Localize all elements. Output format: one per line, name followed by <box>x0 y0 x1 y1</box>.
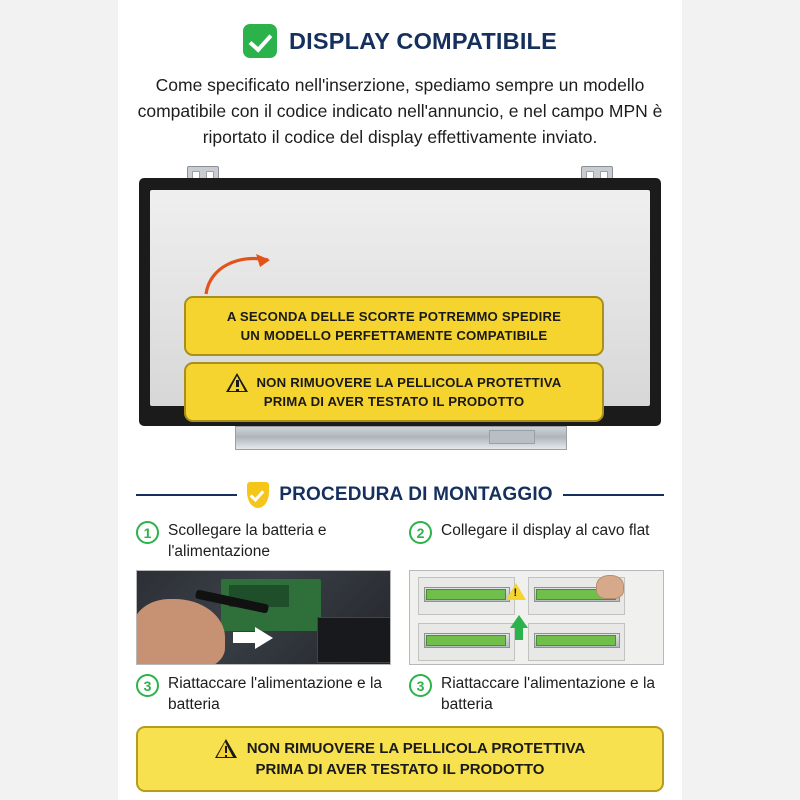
panel-screen <box>150 190 650 409</box>
procedure-heading <box>136 482 664 508</box>
white-arrow-tail <box>233 632 257 643</box>
compatibility-banner-line2: UN MODELLO PERFETTAMENTE COMPATIBILE <box>240 328 548 343</box>
compatibility-banner-line1: A SECONDA DELLE SCORTE POTREMMO SPEDIRE <box>226 309 562 324</box>
step-3-label <box>136 673 391 715</box>
footer-warning-banner <box>136 726 664 792</box>
step-2-text: Collegare il display al cavo flat <box>441 522 650 539</box>
warning-triangle-icon <box>215 739 237 758</box>
step-1-number: 1 <box>136 521 159 544</box>
fingertip-shape <box>596 575 624 599</box>
step-2-photo <box>409 570 664 665</box>
green-check-icon <box>243 24 277 58</box>
footer-warning-line1: NON RIMUOVERE LA PELLICOLA PROTETTIVA <box>246 740 586 757</box>
flat-connector-a-contacts <box>426 589 506 600</box>
step-2-number: 2 <box>409 521 432 544</box>
procedure-steps <box>136 520 664 715</box>
display-panel-illustration <box>139 166 661 466</box>
film-warning-line1: NON RIMUOVERE LA PELLICOLA PROTETTIVA <box>256 375 562 390</box>
film-warning-banner <box>184 362 604 422</box>
lead-paragraph: Come specificato nell'inserzione, spediamo sempre un modello compatibile con il codice indicato nell'annuncio, e nel campo MPN è riportato il codice del display effettivamente inviato. <box>137 75 663 147</box>
step-3-text: Riattaccare l'alimentazione e la batteria <box>168 675 383 713</box>
step-1-photo <box>136 570 391 665</box>
curved-arrow-icon <box>200 248 280 298</box>
warning-triangle-icon <box>226 373 248 392</box>
procedure-title: PROCEDURA DI MONTAGGIO <box>279 484 553 505</box>
hand-shape <box>136 599 225 665</box>
step-1-label <box>136 520 391 562</box>
step-4-label <box>409 673 664 715</box>
shield-check-icon <box>247 482 269 508</box>
step-4-text: Riattaccare l'alimentazione e la batteria <box>441 675 656 713</box>
green-arrow-tail <box>515 627 523 640</box>
step-2-label <box>409 520 664 562</box>
heading-rule-right <box>563 494 664 496</box>
panel-bezel <box>139 178 661 426</box>
step-1-text: Scollegare la batteria e l'alimentazione <box>168 522 327 560</box>
flat-connector-c-contacts <box>426 635 506 646</box>
green-up-arrow-icon <box>510 615 528 628</box>
step-3-number: 3 <box>136 674 159 697</box>
compatibility-banner <box>184 296 604 356</box>
right-gutter <box>682 0 800 800</box>
step-4-number: 3 <box>409 674 432 697</box>
panel-foil-tab <box>489 430 535 444</box>
page-title: DISPLAY COMPATIBILE <box>289 27 557 54</box>
white-arrow-icon <box>255 627 273 649</box>
heading-rule-left <box>136 494 237 496</box>
flat-connector-d-contacts <box>536 635 616 646</box>
header <box>118 24 682 58</box>
footer-warning-line2: PRIMA DI AVER TESTATO IL PRODOTTO <box>255 761 545 778</box>
left-gutter <box>0 0 118 800</box>
content-column <box>118 0 682 800</box>
footer-warning-row1 <box>146 738 654 759</box>
film-warning-line2: PRIMA DI AVER TESTATO IL PRODOTTO <box>263 394 525 409</box>
film-warning-row1 <box>194 373 594 392</box>
battery-shape <box>317 617 391 663</box>
mini-warning-triangle-icon <box>506 583 526 600</box>
